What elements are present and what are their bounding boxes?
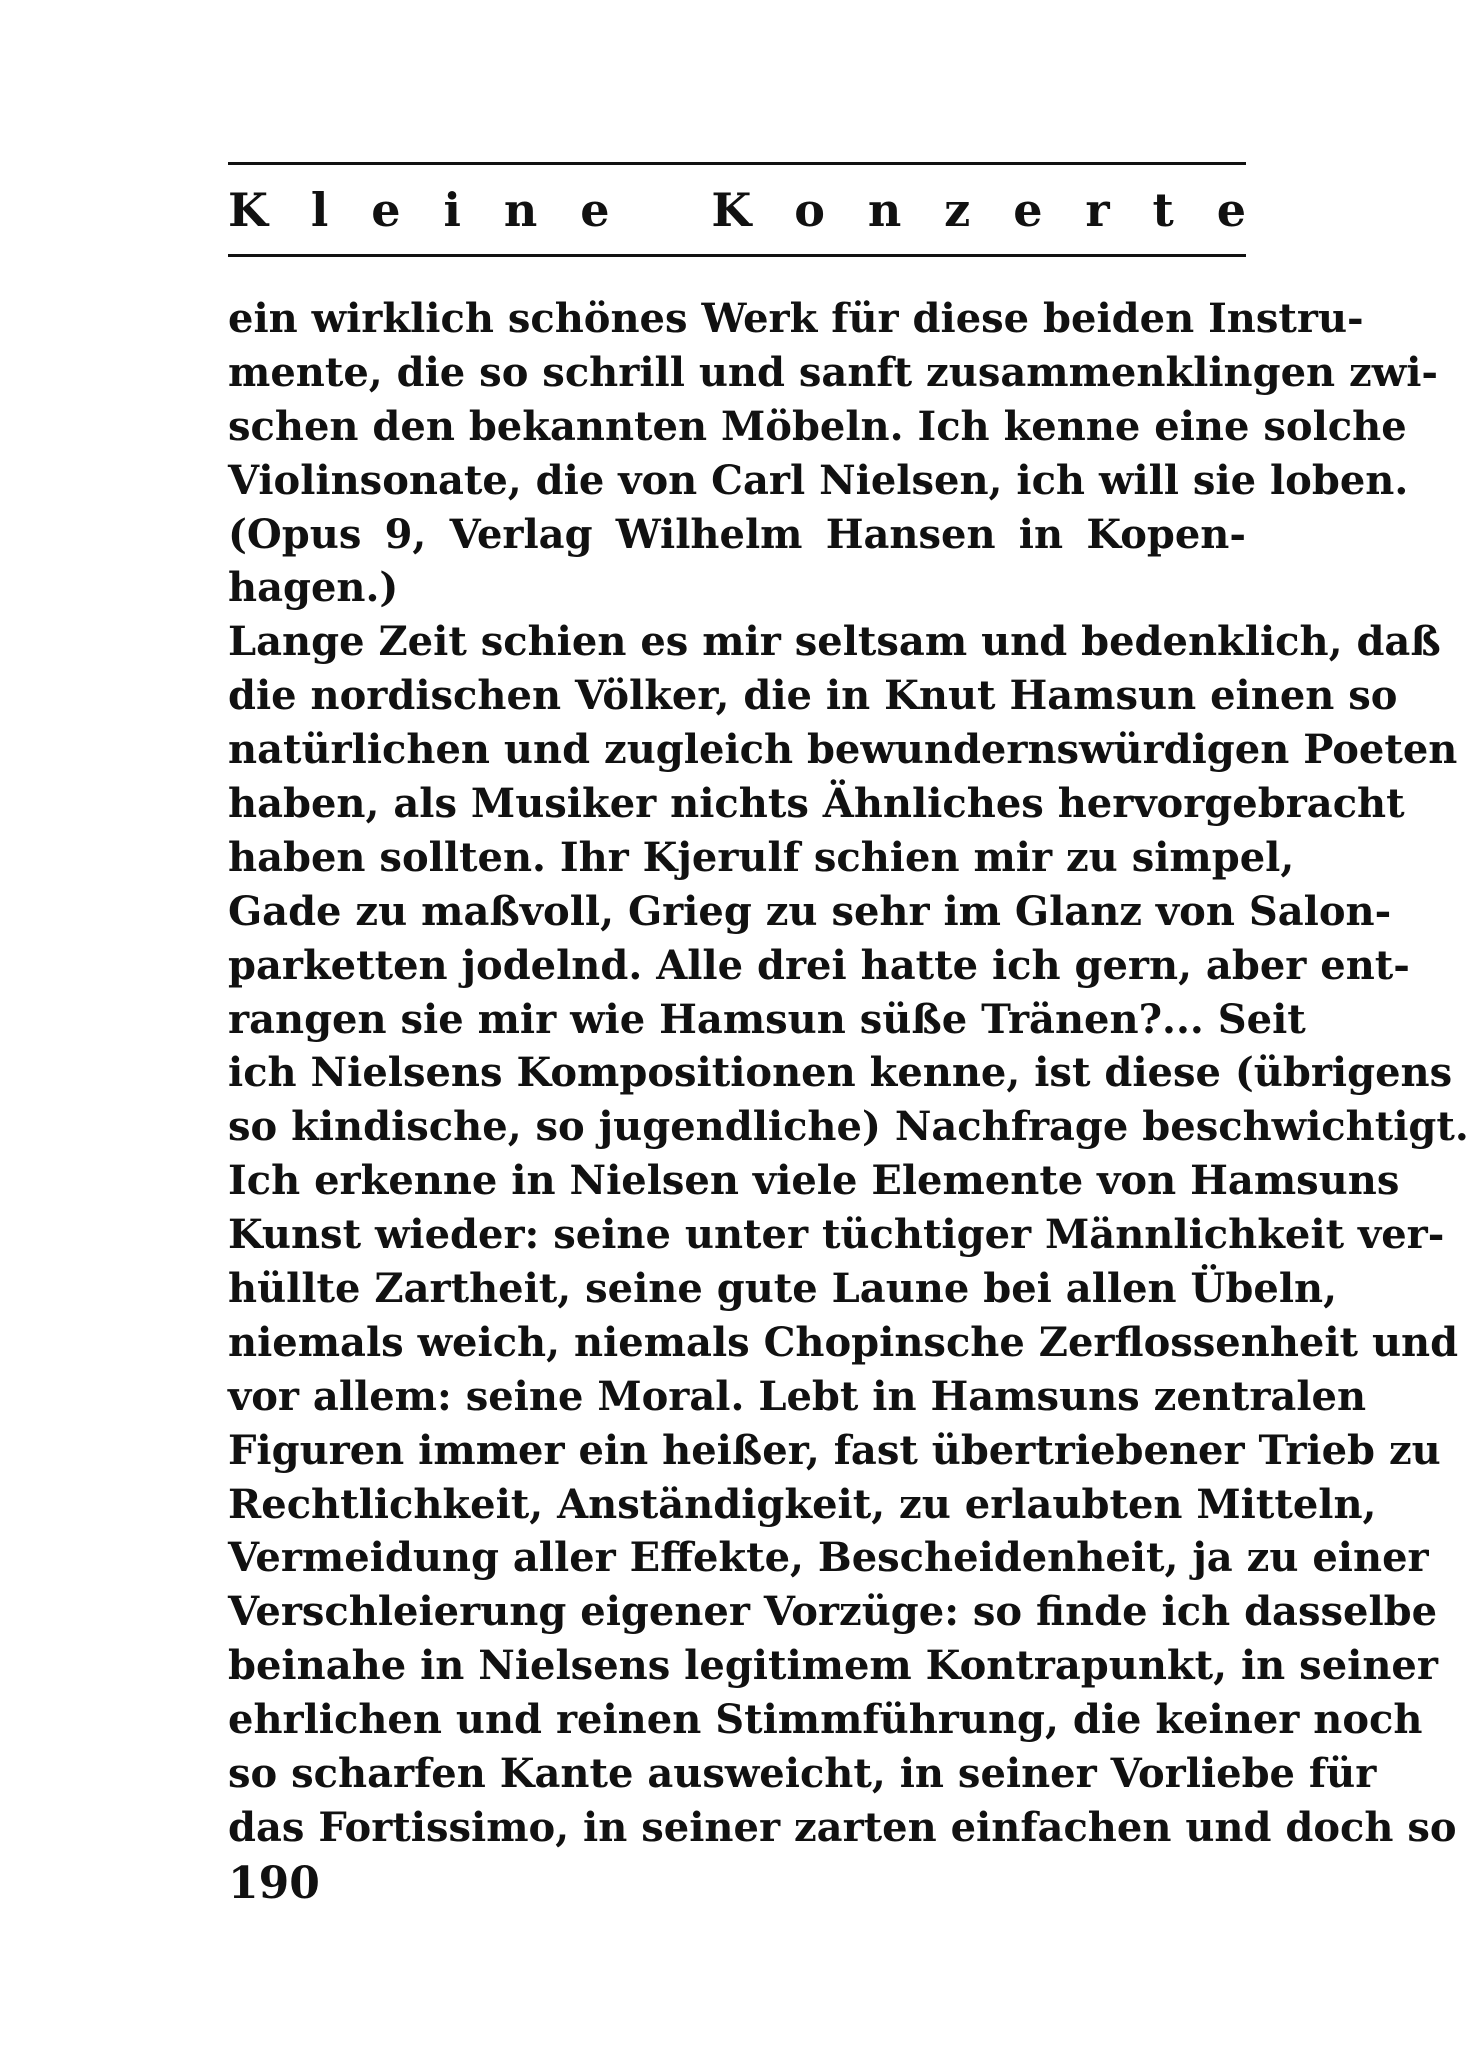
text-line: haben, als Musiker nichts Ähnliches hervorgebracht <box>228 780 1405 828</box>
running-head-letter: e <box>371 183 401 237</box>
text-line: ein wirklich schönes Werk für diese beiden Instru- <box>228 295 1364 342</box>
text-line: ehrlichen und reinen Stimmführung, die keiner noch <box>228 1696 1423 1744</box>
running-head-letter: z <box>944 183 971 237</box>
text-line: haben sollten. Ihr Kjerulf schien mir zu simpel, <box>228 833 1295 881</box>
text-line: die nordischen Völker, die in Knut Hamsun einen so <box>228 672 1398 720</box>
text-line: rangen sie mir wie Hamsun süße Tränen?... Seit <box>228 995 1306 1043</box>
running-head-letter: K <box>228 183 268 237</box>
text-line: schen den bekannten Möbeln. Ich kenne eine solche <box>228 402 1407 450</box>
text-line: hüllte Zartheit, seine gute Laune bei allen Übeln, <box>228 1265 1338 1313</box>
page-number: 190 <box>228 1858 320 1909</box>
text-line: Figuren immer ein heißer, fast übertriebener Trieb zu <box>228 1426 1441 1474</box>
running-head-letter: r <box>1085 183 1110 237</box>
text-line: hagen.) <box>228 564 399 612</box>
running-head-letter: e <box>1013 183 1043 237</box>
running-head-letter: e <box>1216 183 1246 237</box>
text-line: natürlichen und zugleich bewundernswürdigen Poeten <box>228 726 1458 774</box>
text-line: so kindische, so jugendliche) Nachfrage beschwichtigt. <box>228 1103 1469 1151</box>
text-line: Rechtlichkeit, Anständigkeit, zu erlaubten Mitteln, <box>228 1480 1377 1528</box>
text-line: beinahe in Nielsens legitimem Kontrapunkt, in seiner <box>228 1642 1438 1690</box>
running-head-letter: i <box>443 183 461 237</box>
running-head-letter: t <box>1152 183 1174 237</box>
running-head-gap <box>652 183 668 237</box>
header-rule-top <box>228 162 1246 165</box>
running-head <box>228 180 1246 240</box>
body-text <box>228 292 1469 1855</box>
text-line: das Fortissimo, in seiner zarten einfachen und doch so <box>228 1803 1457 1851</box>
text-line: parketten jodelnd. Alle drei hatte ich gern, aber ent- <box>228 941 1410 989</box>
running-head-letter: K <box>711 183 752 237</box>
text-line: Lange Zeit schien es mir seltsam und bedenklich, daß <box>228 618 1441 666</box>
text-line: Verschleierung eigener Vorzüge: so finde ich dasselbe <box>228 1588 1438 1636</box>
running-head-letter: o <box>794 183 825 237</box>
running-head-letter: n <box>867 183 902 237</box>
text-line: mente, die so schrill und sanft zusammenklingen zwi- <box>228 348 1438 396</box>
header-rule-bottom <box>228 254 1246 257</box>
running-head-letter: l <box>310 183 329 237</box>
text-line: Violinsonate, die von Carl Nielsen, ich will sie loben. <box>228 456 1409 504</box>
running-head-letter: e <box>580 183 610 237</box>
text-line: Ich erkenne in Nielsen viele Elemente von Hamsuns <box>228 1157 1400 1205</box>
text-line: Vermeidung aller Effekte, Bescheidenheit, ja zu einer <box>228 1534 1429 1582</box>
text-line: Kunst wieder: seine unter tüchtiger Männlichkeit ver- <box>228 1211 1445 1259</box>
text-line: niemals weich, niemals Chopinsche Zerflossenheit und <box>228 1318 1459 1366</box>
text-line: Gade zu maßvoll, Grieg zu sehr im Glanz von Salon- <box>228 887 1392 935</box>
text-line: (Opus 9, Verlag Wilhelm Hansen in Kopen- <box>228 510 1246 558</box>
text-line: so scharfen Kante ausweicht, in seiner Vorliebe für <box>228 1750 1377 1798</box>
running-head-letter: n <box>503 183 538 237</box>
text-line: ich Nielsens Kompositionen kenne, ist diese (übrigens <box>228 1049 1453 1097</box>
text-line: vor allem: seine Moral. Lebt in Hamsuns zentralen <box>228 1372 1367 1420</box>
